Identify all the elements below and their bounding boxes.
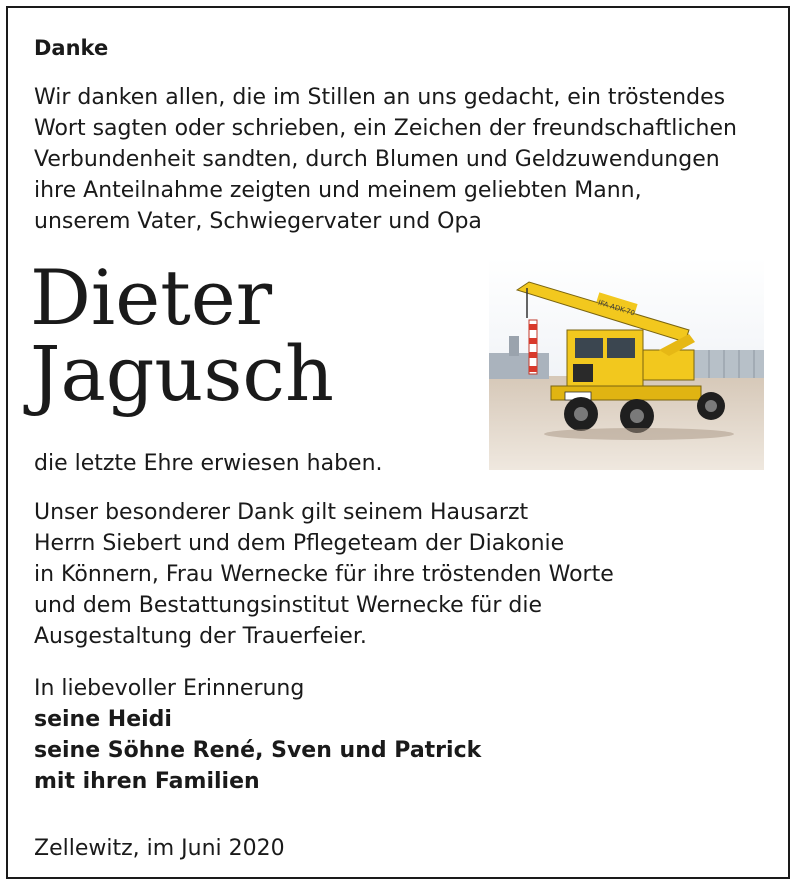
thanks-line: Unser besonderer Dank gilt seinem Hausarzt: [34, 500, 529, 525]
heading: Danke: [34, 36, 109, 60]
intro-line: Wir danken allen, die im Stillen an uns gedacht, ein tröstendes: [34, 85, 726, 110]
thanks-text: [34, 497, 614, 652]
family-line: mit ihren Familien: [34, 769, 260, 794]
thanks-line: Herrn Siebert und dem Pflegeteam der Diakonie: [34, 531, 565, 556]
thanks-line: und dem Bestattungsinstitut Wernecke für die: [34, 593, 543, 618]
crane-truck-photo: [489, 258, 764, 470]
place-date: Zellewitz, im Juni 2020: [34, 836, 285, 861]
thanks-line: in Könnern, Frau Wernecke für ihre tröstenden Worte: [34, 562, 614, 587]
memory-line: In liebevoller Erinnerung: [34, 676, 305, 701]
deceased-last-name: Jagusch: [30, 329, 334, 418]
crane-label: IFA ADK-70: [597, 298, 636, 318]
thanks-line: Ausgestaltung der Trauerfeier.: [34, 624, 367, 649]
honor-line: die letzte Ehre erwiesen haben.: [34, 451, 383, 476]
intro-line: Wort sagten oder schrieben, ein Zeichen der freundschaftlichen: [34, 116, 737, 141]
intro-line: ihre Anteilnahme zeigten und meinem geliebten Mann,: [34, 178, 642, 203]
signature-block: [34, 673, 481, 797]
family-line: seine Heidi: [34, 707, 172, 732]
intro-line: unserem Vater, Schwiegervater und Opa: [34, 209, 482, 234]
deceased-first-name: Dieter: [30, 253, 273, 342]
intro-line: Verbundenheit sandten, durch Blumen und Geldzuwendungen: [34, 147, 720, 172]
family-line: seine Söhne René, Sven und Patrick: [34, 738, 482, 763]
intro-text: [34, 82, 737, 237]
